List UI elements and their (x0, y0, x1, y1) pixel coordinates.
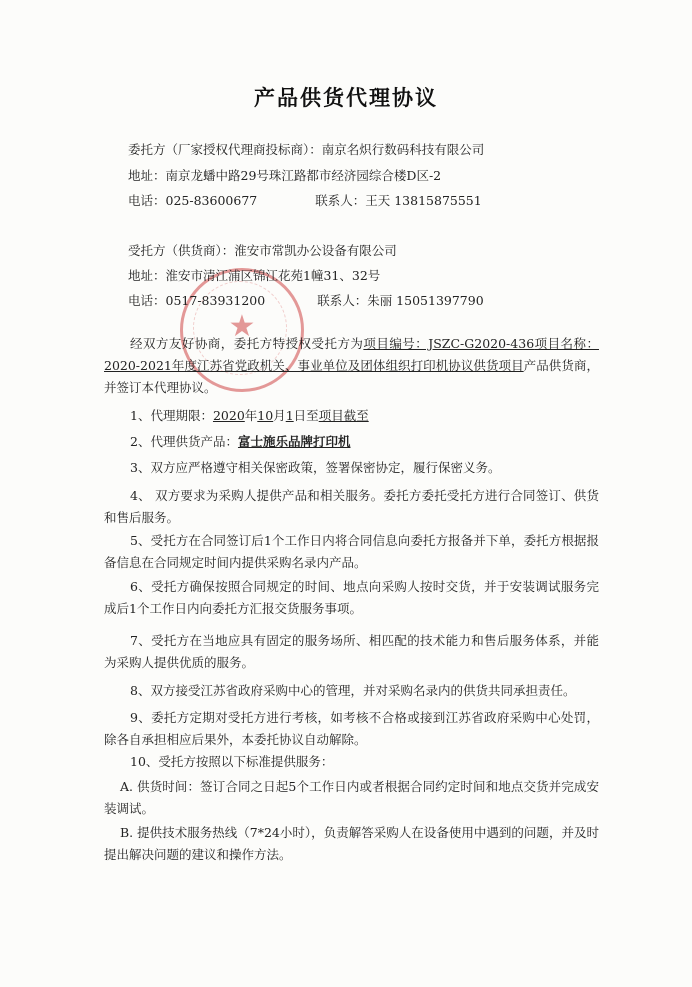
intro-text-end: 产品供货商，并签订本代理协议。 (104, 358, 599, 395)
month-unit: 月 (273, 408, 286, 423)
clause-2-label: 2、代理供货产品： (130, 434, 238, 449)
clause-10: 10、受托方按照以下标准提供服务： (130, 754, 334, 769)
start-year: 2020 (212, 408, 245, 423)
agent-line (128, 241, 397, 259)
agent-phone: 0517-83931200 (165, 293, 266, 308)
principal-address-label: 地址： (128, 168, 166, 183)
principal-contact: 王天 13815875551 (365, 193, 482, 208)
principal-phone-label: 电话： (128, 193, 166, 208)
project-name: 项目名称：2020-2021年度江苏省党政机关、事业单位及团体组织打印机协议供货项目 (104, 336, 599, 373)
principal-label: 委托方（厂家授权代理商投标商）： (128, 142, 322, 157)
year-unit: 年 (244, 408, 258, 423)
clause-4: 4、 双方要求为采购人提供产品和相关服务。委托方委托受托方进行合同签订、供货和售后服务。 (104, 488, 599, 525)
clause-3: 3、双方应严格遵守相关保密政策，签署保密协定，履行保密义务。 (130, 460, 501, 475)
principal-address: 南京龙蟠中路29号珠江路都市经济园综合楼D区-2 (165, 168, 442, 183)
end-term: 项目截至 (318, 408, 369, 423)
agent-contact-label: 联系人： (317, 293, 368, 308)
principal-name: 南京名炽行数码科技有限公司 (321, 142, 485, 157)
principal-phone: 025-83600677 (165, 193, 258, 208)
principal-contact-label: 联系人： (315, 193, 366, 208)
clause-1-label: 1、代理期限： (130, 408, 213, 423)
principal-address-line (128, 166, 441, 184)
agent-name: 淮安市常凯办公设备有限公司 (234, 243, 397, 258)
agent-label: 受托方（供货商）： (128, 243, 235, 258)
product-name: 富士施乐品牌打印机 (237, 434, 351, 449)
clause-9: 9、委托方定期对受托方进行考核，如考核不合格或接到江苏省政府采购中心处罚，除各自承担相应后果外，本委托协议自动解除。 (104, 710, 599, 747)
project-number: 项目编号：JSZC-G2020-436 (363, 336, 535, 351)
intro-paragraph (104, 333, 599, 399)
day-unit: 日至 (293, 408, 319, 423)
agent-address-label: 地址： (128, 268, 166, 283)
agent-phone-label: 电话： (128, 293, 166, 308)
clause-6: 6、受托方确保按照合同规定的时间、地点向采购人按时交货，并于安装调试服务完成后1个工作日内向委托方汇报交货服务事项。 (104, 579, 599, 616)
clause-10-a: A. 供货时间：签订合同之日起5个工作日内或者根据合同约定时间和地点交货并完成安装调试。 (104, 779, 599, 816)
intro-text: 经双方友好协商，委托方特授权受托方为 (130, 336, 364, 351)
agent-address-line (128, 266, 380, 284)
clause-7: 7、受托方在当地应具有固定的服务场所、相匹配的技术能力和售后服务体系，并能为采购人提供优质的服务。 (104, 633, 599, 670)
agent-phone-line (128, 291, 484, 309)
start-day: 1 (285, 408, 294, 423)
clause-10-b: B. 提供技术服务热线（7*24小时），负责解答采购人在设备使用中遇到的问题，并及时提出解决问题的建议和操作方法。 (104, 825, 599, 862)
principal-line (128, 140, 484, 158)
clause-2 (104, 431, 599, 453)
clause-8: 8、双方接受江苏省政府采购中心的管理，并对采购名录内的供货共同承担责任。 (130, 683, 576, 698)
agent-address: 淮安市清江浦区锦江花苑1幢31、32号 (165, 268, 381, 283)
principal-phone-line (128, 191, 482, 209)
agent-contact: 朱丽 15051397790 (367, 293, 484, 308)
clause-1 (104, 405, 599, 427)
start-month: 10 (257, 408, 274, 423)
document-title: 产品供货代理协议 (254, 85, 438, 110)
clause-5: 5、受托方在合同签订后1个工作日内将合同信息向委托方报备并下单，委托方根据报备信息在合同规定时间内提供采购名录内产品。 (104, 533, 599, 570)
seal-star-icon: ★ (228, 309, 256, 344)
